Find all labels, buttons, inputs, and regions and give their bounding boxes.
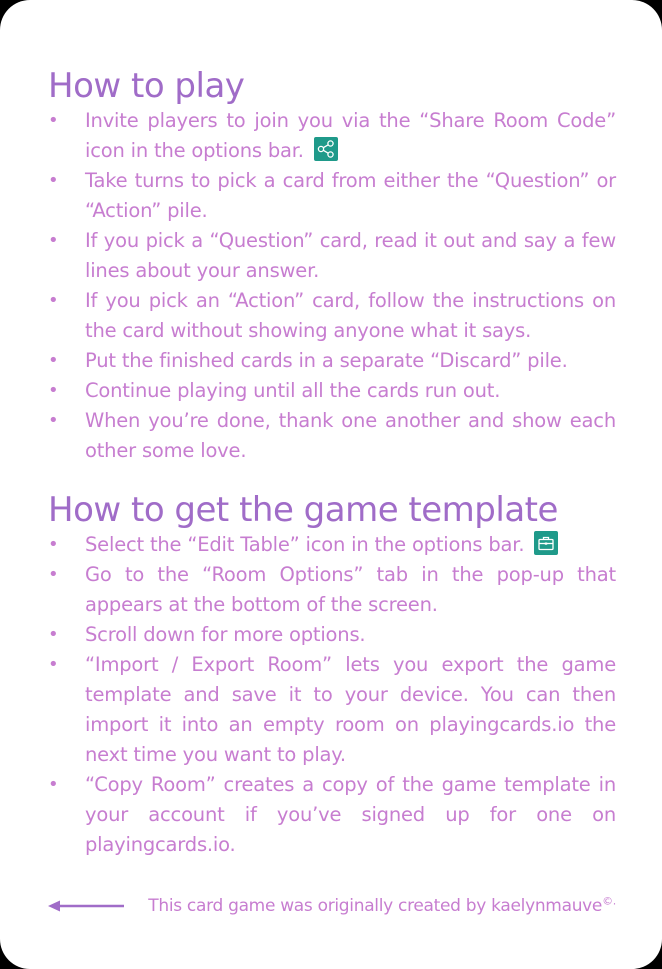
list-item-text: If you pick a “Question” card, read it out and say a few lines about your answer. [85, 229, 616, 282]
bullet: • [48, 170, 59, 191]
list-item-text: Scroll down for more options. [85, 623, 366, 646]
list-item [48, 770, 616, 860]
list-item [48, 620, 616, 650]
list-item [48, 286, 616, 346]
copyright-mark: ©. [602, 894, 616, 908]
toolbox-icon [534, 531, 558, 555]
arrow-left-icon [48, 896, 126, 916]
list-item [48, 346, 616, 376]
footer [48, 893, 616, 919]
game-template-heading: How to get the game template [48, 490, 558, 530]
credit-text [148, 893, 616, 919]
bullet: • [48, 564, 59, 585]
bullet: • [48, 534, 59, 555]
list-item-text: “Copy Room” creates a copy of the game template in your account if you’ve signed up for one on playingcards.io. [85, 773, 616, 856]
list-item [48, 406, 616, 466]
how-to-play-section [48, 66, 616, 466]
list-item-text: “Import / Export Room” lets you export the game template and save it to your device. You can then import it into an empty room on playingcards.io the next time you want to play. [85, 653, 616, 766]
bullet: • [48, 380, 59, 401]
list-item-text: Select the “Edit Table” icon in the options bar. [85, 533, 525, 556]
bullet: • [48, 350, 59, 371]
bullet: • [48, 410, 59, 431]
list-item [48, 650, 616, 770]
list-item-text: Take turns to pick a card from either the “Question” or “Action” pile. [85, 169, 616, 222]
bullet: • [48, 654, 59, 675]
list-item [48, 226, 616, 286]
bullet: • [48, 774, 59, 795]
how-to-play-heading: How to play [48, 66, 245, 106]
list-item-text: If you pick an “Action” card, follow the instructions on the card without showing anyone what it says. [85, 289, 616, 342]
list-item-text: Go to the “Room Options” tab in the pop-up that appears at the bottom of the screen. [85, 563, 616, 616]
how-to-play-list [48, 106, 616, 466]
list-item [48, 106, 616, 166]
bullet: • [48, 624, 59, 645]
game-template-list [48, 530, 616, 860]
list-item-text: When you’re done, thank one another and show each other some love. [85, 409, 616, 462]
list-item [48, 166, 616, 226]
list-item-text: Continue playing until all the cards run out. [85, 379, 501, 402]
bullet: • [48, 290, 59, 311]
bullet: • [48, 110, 59, 131]
bullet: • [48, 230, 59, 251]
list-item [48, 560, 616, 620]
list-item-text: Invite players to join you via the “Share Room Code” icon in the options bar. [85, 109, 616, 162]
list-item-text: Put the finished cards in a separate “Discard” pile. [85, 349, 568, 372]
share-icon [314, 137, 338, 161]
game-template-section [48, 490, 616, 860]
credit-label: This card game was originally created by kaelynmauve [148, 896, 603, 916]
list-item [48, 530, 616, 560]
list-item [48, 376, 616, 406]
